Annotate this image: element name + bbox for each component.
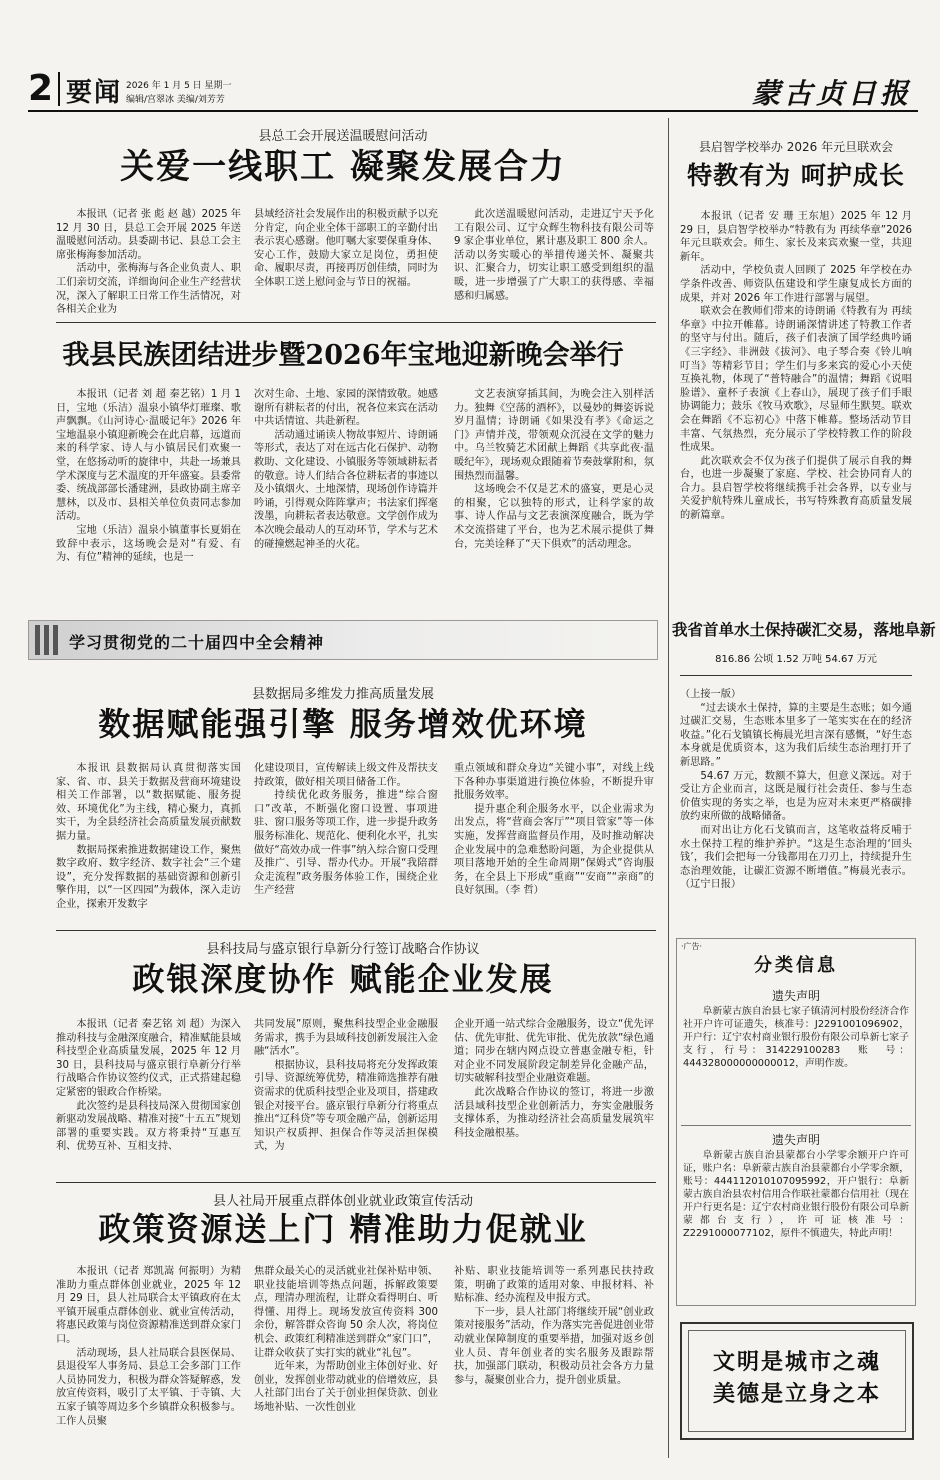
date-line: 2026 年 1 月 5 日 星期一 — [126, 81, 232, 91]
sidebar2-p2: “过去谈水土保持，算的主要是生态账；如今通过碳汇交易，生态账本里多了一笔实实在在的经济收益。”化石戈镇镇长梅晨光坦言深有感慨，“好生态本身就是优质资本，这为我们后续生态治理打开了新思路。” — [680, 702, 912, 768]
article3-col2-p1: 化建设项目，宣传解读上级文件及帮扶支持政策，做好相关项目储备工作。 — [254, 763, 438, 788]
banner-stripe — [35, 625, 40, 655]
article4-headline: 政银深度协作 赋能企业发展 — [132, 960, 554, 998]
article3-col3 — [454, 762, 654, 898]
slogan-line2: 美德是立身之本 — [712, 1382, 881, 1407]
article1-col3-p1: 此次送温暖慰问活动，走进辽宁天予化工有限公司、辽宁众辉生物科技有限公司等 9 家企事业单位，累计惠及职工 800 余人。活动以务实暖心的举措传递关怀、凝聚共识、汇聚合力，切实让职工感受到组织的温暖，进一步增强了广大职工的获得感、幸福感和归属感。 — [454, 209, 654, 302]
banner-stripe — [44, 625, 49, 655]
section-divider — [58, 72, 60, 106]
article3-col3-p2: 提升惠企利企服务水平，以企业需求为出发点，将“营商会客厅”“项目管家”等一体实施，发挥营商监督员作用，及时推动解决企业发展中的急难愁盼问题，为企业提供从项目落地开始的全生命周期“保姆式”咨询服务，在全县上下形成“重商”“安商”“亲商”的良好氛围。（李 哲） — [454, 803, 654, 897]
article4-col2-p1: 共同发展”原则，聚焦科技型企业金融服务需求，携手为县域科技创新发展注入金融“活水”。 — [254, 1019, 438, 1058]
article2-headline: 我县民族团结进步暨2026年宝地迎新晚会举行 — [62, 340, 624, 371]
notice2-title: 遗失声明 — [771, 1133, 820, 1147]
editor-line: 编辑/宫翠冰 美编/刘芳芳 — [126, 95, 225, 105]
article5-col2-p2: 近年来，为帮助创业主体创好业、好创业，发挥创业带动就业的倍增效应，县人社部门出台了关于创业担保贷款、创业场地补贴、一次性创业 — [254, 1361, 438, 1413]
slogan-box — [680, 1322, 914, 1440]
article4-col3 — [454, 1018, 654, 1140]
article3-kicker: 县数据局多维发力推高质量发展 — [251, 687, 434, 702]
article1-col2 — [254, 208, 438, 290]
article2-col1 — [56, 388, 241, 565]
article2-col1-p2: 宝地（乐洁）温泉小镇董事长夏娟在致辞中表示，这场晚会是对“有爱、有为、有位”精神的延续，也是一 — [56, 524, 241, 564]
article1-col1-p1: 本报讯（记者 张 彪 赵 越）2025 年 12 月 30 日，县总工会开展 2025 年送温暖慰问活动。县委副书记、县总工会主席张梅海参加活动。 — [56, 209, 241, 261]
article3-headline: 数据赋能强引擎 服务增效优环境 — [98, 705, 588, 743]
article4-col2 — [254, 1018, 438, 1154]
sidebar1-kicker: 县启智学校举办 2026 年元旦联欢会 — [698, 140, 894, 154]
article4-col3-p1: 企业开通一站式综合金融服务，设立“优先评估、优先审批、优先审批、优先放款”绿色通道；同步在辖内网点设立普惠金融专柜，针对企业不同发展阶段定制差异化金融产品，切实破解科技型企业融资难题。 — [454, 1019, 654, 1085]
section-name: 要闻 — [66, 78, 123, 108]
banner-title: 学习贯彻党的二十届四中全会精神 — [69, 633, 325, 652]
article4-kicker: 县科技局与盛京银行阜新分行签订战略合作协议 — [206, 942, 480, 957]
page-number: 2 — [28, 68, 54, 109]
paper-name-logo: 蒙古贞日报 — [751, 77, 912, 110]
divider — [56, 322, 656, 323]
article5-col3 — [454, 1265, 654, 1387]
divider — [56, 930, 656, 931]
article1-col3 — [454, 208, 654, 303]
article2-col3-p2: 这场晚会不仅是艺术的盛宴，更是心灵的相聚，它以独特的形式，让科学家的故事、诗人作品与文艺表演深度融合，既为学术交流搭建了平台，也为艺术展示提供了舞台，完美诠释了“天下俱欢”的活动理念。 — [454, 484, 654, 550]
article2-col2-p1: 次对生命、土地、家园的深情致敬。她感谢所有耕耘者的付出，祝各位来宾在活动中共话情谊、共赴新程。 — [254, 389, 438, 428]
column-divider — [668, 118, 669, 1458]
masthead — [28, 66, 918, 112]
sidebar2-p1: （上接一版） — [680, 689, 742, 700]
article2-col2 — [254, 388, 438, 551]
article5-col1-p2: 活动现场，县人社局联合县医保局、县退役军人事务局、县总工会多部门工作人员协同发力，积极为群众答疑解惑，发放宣传资料，吸引了太平镇、于寺镇、大五家子镇等周边多个乡镇群众积极参与。工作人员聚 — [56, 1347, 241, 1427]
slogan-line1: 文明是城市之魂 — [712, 1350, 881, 1375]
article2-col2-p2: 活动通过诵读人物故事短片、诗朗诵等形式，表达了对在远古化石保护、动物救助、文化建设、小镇服务等领域耕耘者的敬意。诗人们结合各位耕耘者的事迹以及小镇烟火、土地深情，现场创作诗篇并吟诵，引得观众阵阵掌声；书法家们挥毫泼墨，向耕耘者表达敬意。文学创作成为本次晚会最动人的互动环节，学术与艺术的碰撞燃起神圣的火花。 — [254, 429, 438, 550]
sidebar2-stats: 816.86 公顷 1.52 万吨 54.67 万元 — [715, 654, 877, 665]
article1-col1 — [56, 208, 241, 317]
article4-col2-p2: 根据协议，县科技局将充分发挥政策引导、资源统筹优势，精准筛选推荐有融资需求的优质科技型企业及项目，搭建政银企对接平台。盛京银行阜新分行将重点推出“辽科贷”等专项金融产品，创新运用知识产权质押、担保合作等灵活担保模式，为 — [254, 1059, 438, 1153]
divider — [56, 1182, 656, 1183]
article3-col2 — [254, 762, 438, 898]
sidebar2-body — [680, 688, 912, 892]
article5-col2-p1: 焦群众最关心的灵活就业社保补贴申领、职业技能培训等热点问题，拆解政策要点，理清办理流程，让群众看得明白、听得懂、用得上。现场发放宣传资料 300 余份，解答群众咨询 50 余人次，将岗位机会、政策红利精准送到群众“家门口”，让群众收获了实打实的就业“礼包”。 — [254, 1266, 438, 1359]
article3-col1 — [56, 762, 241, 912]
sidebar2-p4: 而对出让方化石戈镇而言，这笔收益将反哺于水土保持工程的维护养护。“这是生态治理的‘回头钱’，我们会把每一分钱都用在刀刃上，持续提升生态治理效能，让碳汇资源不断增值。”梅晨光表示。（辽宁日报） — [680, 824, 912, 891]
sidebar2-headline: 我省首单水土保持碳汇交易，落地阜新 — [672, 620, 936, 639]
article4-col1 — [56, 1018, 241, 1154]
sidebar1-p1: 本报讯（记者 安 珊 王东旭）2025 年 12 月 29 日，县启智学校举办“特教有为 再续华章”2026 年元旦联欢会。师生、家长及来宾欢聚一堂，共迎新年。 — [680, 211, 912, 263]
header-rule — [28, 110, 918, 112]
ads-panel — [676, 938, 916, 1306]
article4-col3-p2: 此次战略合作协议的签订，将进一步激活县域科技型企业创新活力，夯实金融服务支撑体系，为推动经济社会高质量发展筑牢科技金融根基。 — [454, 1086, 654, 1139]
article4-col1-p1: 本报讯（记者 秦艺铭 刘 超）为深入推动科技与金融深度融合，精准赋能县域科技型企业高质量发展，2025 年 12 月 30 日，县科技局与盛京银行阜新分行举行战略合作协议签约仪式，正式搭建起稳定紧密的银政合作桥梁。 — [56, 1019, 241, 1098]
article3-col3-p1: 重点领域和群众身边“关键小事”，对线上线下各种办事渠道进行换位体验，不断提升审批服务效率。 — [454, 763, 654, 802]
article5-col3-p1: 补贴、职业技能培训等一系列惠民扶持政策，明确了政策的适用对象、申报材料、补贴标准、经办流程及申报方式。 — [454, 1266, 654, 1305]
article5-col2 — [254, 1265, 438, 1415]
topic-banner — [28, 620, 658, 660]
article1-col1-p2: 活动中，张梅海与各企业负责人、职工们亲切交流，详细询问企业生产经营状况，深入了解职工日常工作生活情况，对各相关企业为 — [56, 263, 241, 316]
sidebar1-body — [680, 210, 912, 523]
article5-kicker: 县人社局开展重点群体创业就业政策宣传活动 — [212, 1194, 473, 1209]
sidebar2-p3: 54.67 万元，数额不算大，但意义深远。对于受让方企业而言，这既是履行社会责任、参与生态价值实现的务实之举，也是为应对未来更严格碳排放约束所做的战略储备。 — [680, 770, 912, 823]
sidebar1-p4: 此次联欢会不仅为孩子们提供了展示自我的舞台，也进一步凝聚了家庭、学校、社会协同育人的合力。县启智学校将继续携手社会各界，以专业与关爱护航特殊儿童成长，书写特殊教育高质量发展的新篇章。 — [680, 455, 912, 522]
article5-col3-p2: 下一步，县人社部门将继续开展“创业政策对接服务”活动，作为落实完善促进创业带动就业保障制度的重要举措，加强对返乡创业人员、青年创业者的实名服务及跟踪帮扶，加强部门联动，积极动员社会各方力量参与，凝聚创业合力，提升创业质量。 — [454, 1306, 654, 1386]
ads-label: ·广告· — [681, 942, 703, 951]
banner-stripe — [53, 625, 58, 655]
article5-headline: 政策资源送上门 精准助力促就业 — [98, 1210, 588, 1248]
article1-col2-p1: 县域经济社会发展作出的积极贡献予以充分肯定，向企业全体干部职工的辛勤付出表示衷心感谢。他叮嘱大家要保重身体、安心工作，鼓励大家立足岗位，勇担使命、履职尽责，再接再厉创佳绩，同时为全体职工送上慰问金与节日的祝福。 — [254, 209, 438, 288]
notice1-text: 阜新蒙古族自治县七家子镇清河村股份经济合作社开户许可证遗失，核准号：J2291001096902，开户行：辽宁农村商业银行股份有限公司阜新七家子支行，行号：314229100283 账 号：444328000000000012，声明作废。 — [683, 1006, 909, 1069]
notice2-body — [683, 1149, 909, 1240]
article2-col3-p1: 文艺表演穿插其间，为晚会注入别样活力。独舞《空荡的酒杯》，以曼妙的舞姿诉说岁月温情；诗朗诵《如果没有孝》《命运之门》声情并茂，带领观众沉浸在文学的魅力中。乌兰牧骑艺术团献上舞蹈《共享此夜·温暖纪年》，现场观众跟随着节奏鼓掌附和，氛围热烈而温馨。 — [454, 389, 654, 482]
sidebar1-headline: 特教有为 呵护成长 — [687, 161, 905, 190]
sidebar1-p2: 活动中，学校负责人回顾了 2025 年学校在办学条件改善、师资队伍建设和学生康复成长方面的成果，并对 2026 年工作进行部署与展望。 — [680, 265, 912, 304]
notice2-text: 阜新蒙古族自治县蒙都台小学零余额开户许可证，账户名：阜新蒙古族自治县蒙都台小学零余额，账号：444112010107095992，开户银行：阜新蒙古族自治县农村信用合作联社蒙都台信用社（现在开户行更名是：辽宁农村商业银行股份有限公司阜新蒙都台支行），许可证核准号：Z2291000077102，原件不慎遗失，特此声明！ — [683, 1150, 909, 1239]
notice1-title: 遗失声明 — [771, 989, 820, 1003]
article2-col1-p1: 本报讯（记者 刘 超 秦艺铭）1 月 1 日，宝地（乐洁）温泉小镇华灯璀璨、歌声飘飘。《山河诗心·温暖记年》2026 年宝地温泉小镇迎新晚会在此启幕，远道而来的科学家、诗人与小镇居民们欢聚一堂，在悠扬动听的旋律中，共赴一场兼具学术深度与艺术温度的开年盛宴。县委常委、统战部部长潘建洲，县政协副主席辛慧林，以及市、县相关单位负责同志参加活动。 — [56, 389, 241, 523]
article4-col1-p2: 此次签约是县科技局深入贯彻国家创新驱动发展战略、精准对接“十五五”规划部署的重要实践。双方将秉持“互惠互利、优势互补、互相支持、 — [56, 1100, 241, 1153]
article3-col2-p2: 持续优化政务服务，推进“综合窗口”改革，不断强化窗口设置、事项进驻、窗口服务等项工作，进一步提升政务服务标准化、规范化、便利化水平，扎实做好“高效办成一件事”纳入综合窗口受理及推广、引导、帮办代办。开展“我陪群众走流程”政务服务体验工作，围绕企业生产经营 — [254, 790, 438, 897]
divider — [680, 675, 912, 676]
article3-col1-p2: 数据局探索推进数据建设工作，聚焦数字政府、数字经济、数字社会“三个建设”，充分发挥数据的基础资源和创新引擎作用，以“一区四园”为载体，深入走访企业，探索开发数字 — [56, 844, 241, 910]
article5-col1-p1: 本报讯（记者 郑凯嵩 何振明）为精准助力重点群体创业就业，2025 年 12 月 29 日，县人社局联合太平镇政府在太平镇开展重点群体创业、就业宣传活动，将惠民政策与岗位资源精准送到群众家门口。 — [56, 1266, 241, 1345]
ads-title: 分类信息 — [754, 955, 838, 976]
article2-col3 — [454, 388, 654, 551]
notice1-body — [683, 1005, 909, 1070]
article3-col1-p1: 本报讯 县数据局认真贯彻落实国家、省、市、县关于数据及营商环境建设相关工作部署，以“数据赋能、服务提效、环境优化”为主线，精心聚力，真抓实干，为全县经济社会高质量发展贡献数据力量。 — [56, 763, 241, 842]
article1-kicker: 县总工会开展送温暖慰问活动 — [258, 129, 428, 144]
article5-col1 — [56, 1265, 241, 1428]
sidebar1-p3: 联欢会在教师们带来的诗朗诵《特教有为 再续华章》中拉开帷幕。诗朗诵深情讲述了特教工作者的坚守与付出。随后，孩子们表演了国学经典吟诵《三字经》、非洲鼓《拔河》、电子琴合奏《铃儿响叮当》等精彩节目；学生们与多来宾的爱心小天使互换礼物，体现了“普特融合”的温情；舞蹈《说唱脸谱》、童杯子表演《上春山》，展现了孩子们手眼协调能力；鼓乐《牧马欢歌》，尽显师生默契。联欢会在舞蹈《不忘初心》中落下帷幕。整场活动节目丰富、气氛热烈，充分展示了学校特教工作的阶段性成果。 — [680, 306, 912, 454]
ads-separator — [681, 1125, 911, 1126]
article1-headline: 关爱一线职工 凝聚发展合力 — [120, 147, 566, 187]
